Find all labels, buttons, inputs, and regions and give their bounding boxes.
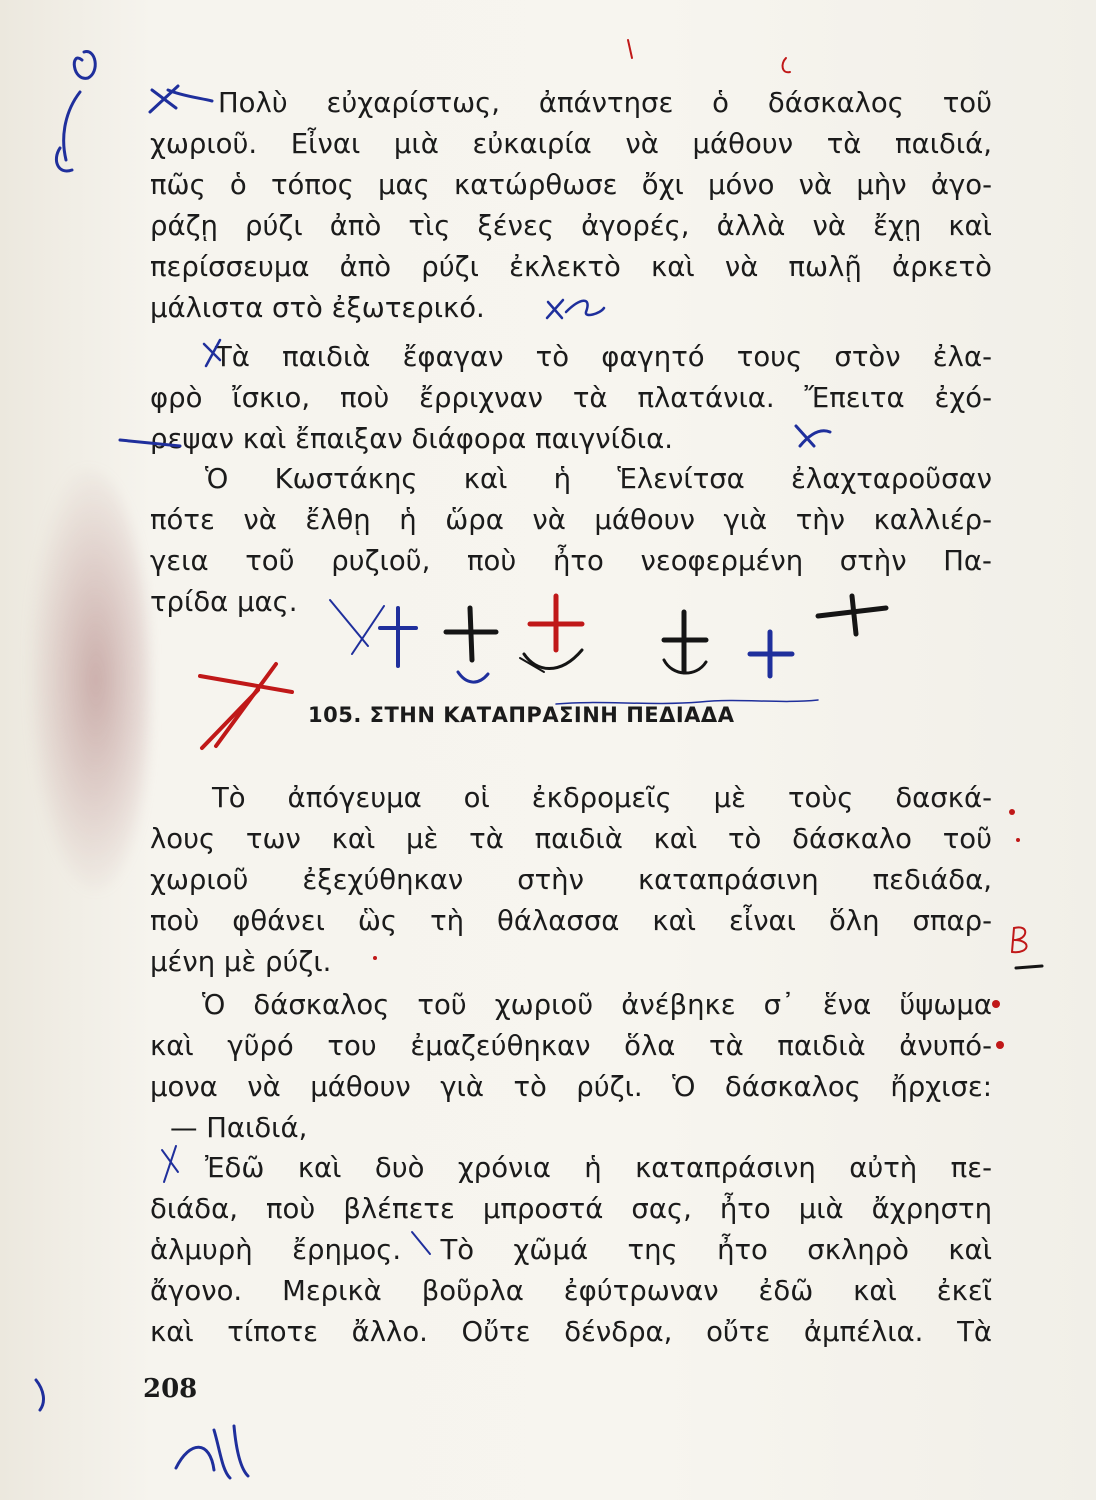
text-line: πότε νὰ ἔλθῃ ἡ ὥρα νὰ μάθουν γιὰ τὴν καλλιέρ- — [150, 504, 992, 536]
text-line: διάδα, ποὺ βλέπετε μπροστά σας, ἦτο μιὰ ἄχρηστη — [150, 1193, 992, 1225]
margin-dash-mark — [1016, 966, 1042, 968]
text-line: ποὺ φθάνει ὣς τὴ θάλασσα καὶ εἶναι ὅλη σπαρ- — [150, 905, 992, 937]
ink-mark-icon — [162, 1146, 430, 1254]
text-line: Τὸ ἀπόγευμα οἱ ἐκδρομεῖς μὲ τοὺς δασκά- — [212, 782, 992, 814]
text-line: πῶς ὁ τόπος μας κατώρθωσε ὄχι μόνο νὰ μὴν ἀγο- — [150, 169, 992, 201]
red-dot-marks — [373, 809, 1020, 1049]
ink-mark-icon — [150, 86, 212, 112]
bottom-scribble-icon — [36, 1380, 248, 1478]
text-line: λους των καὶ μὲ τὰ παιδιὰ καὶ τὸ δάσκαλο τοῦ — [150, 823, 992, 855]
text-line: γεια τοῦ ρυζιοῦ, ποὺ ἦτο νεοφερμένη στὴν Πα- — [150, 545, 992, 577]
text-line: Τὰ παιδιὰ ἔφαγαν τὸ φαγητό τους στὸν ἐλα- — [215, 341, 992, 373]
text-line: περίσσευμα ἀπὸ ρύζι ἐκλεκτὸ καὶ νὰ πωλῇ ἀρκετὸ — [150, 251, 992, 283]
page-number: 208 — [143, 1374, 198, 1404]
text-line: Ὁ Κωστάκης καὶ ἡ Ἑλενίτσα ἐλαχταροῦσαν — [205, 463, 992, 495]
text-line: Ἐδῶ καὶ δυὸ χρόνια ἡ καταπράσινη αὐτὴ πε- — [205, 1152, 992, 1184]
text-line: μονα νὰ μάθουν γιὰ τὸ ρύζι. Ὁ δάσκαλος ἤρχισε: — [150, 1071, 992, 1103]
ink-mark-icon — [204, 340, 220, 366]
text-line: μένη μὲ ρύζι. — [150, 946, 332, 978]
text-line: χωριοῦ ἐξεχύθηκαν στὴν καταπράσινη πεδιάδα, — [150, 864, 992, 896]
margin-scribble-icon — [56, 52, 95, 171]
text-line: καὶ γῦρό του ἐμαζεύθηκαν ὅλα τὰ παιδιὰ ἀνυπό- — [150, 1030, 992, 1062]
ink-cross-row — [330, 596, 886, 704]
ink-cross-icon — [120, 426, 830, 446]
ink-mark-icon — [547, 300, 604, 318]
text-line: καὶ τίποτε ἄλλο. Οὔτε δένδρα, οὔτε ἀμπέλια. Τὰ — [150, 1316, 992, 1348]
text-line: ἁλμυρὴ ἔρημος. Τὸ χῶμά της ἦτο σκληρὸ καὶ — [150, 1234, 992, 1266]
text-line: φρὸ ἴσκιο, ποὺ ἔρριχναν τὰ πλατάνια. Ἔπειτα ἐχό- — [150, 382, 992, 414]
section-heading: 105. ΣΤΗΝ ΚΑΤΑΠΡΑΣΙΝΗ ΠΕΔΙΑΔΑ — [308, 703, 735, 727]
red-letter-mark-icon — [1012, 927, 1027, 952]
text-line: Ὁ δάσκαλος τοῦ χωριοῦ ἀνέβηκε σ᾽ ἕνα ὕψωμα — [202, 989, 992, 1021]
text-line: χωριοῦ. Εἶναι μιὰ εὐκαιρία νὰ μάθουν τὰ παιδιά, — [150, 128, 992, 160]
text-line: Πολὺ εὐχαρίστως, ἀπάντησε ὁ δάσκαλος τοῦ — [218, 87, 992, 119]
red-x-mark-icon — [200, 664, 292, 748]
text-line: — Παιδιά, — [170, 1112, 308, 1144]
text-line: ράζῃ ρύζι ἀπὸ τὶς ξένες ἀγορές, ἀλλὰ νὰ ἔχῃ καὶ — [150, 210, 992, 242]
text-line: ρεψαν καὶ ἔπαιξαν διάφορα παιγνίδια. — [150, 423, 673, 455]
red-tick-marks — [628, 40, 790, 72]
text-line: μάλιστα στὸ ἐξωτερικό. — [150, 292, 485, 324]
text-line: ἄγονο. Μερικὰ βοῦρλα ἐφύτρωναν ἐδῶ καὶ ἐκεῖ — [150, 1275, 992, 1307]
text-line: τρίδα μας. — [150, 586, 298, 618]
